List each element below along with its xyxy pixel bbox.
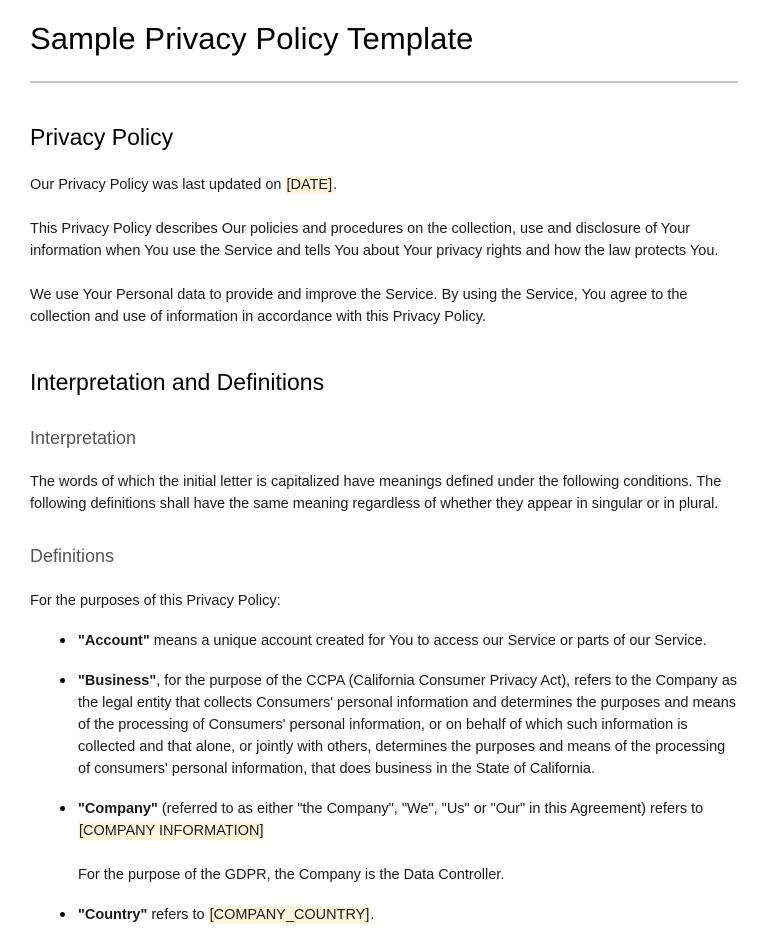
heading-definitions: Definitions xyxy=(30,546,115,567)
list-item xyxy=(30,904,738,926)
heading-privacy-policy: Privacy Policy xyxy=(30,124,174,151)
last-updated-prefix: Our Privacy Policy was last updated on xyxy=(30,176,286,193)
placeholder-company-country: [COMPANY_COUNTRY] xyxy=(209,906,370,923)
definition-term: "Country" xyxy=(78,906,148,923)
last-updated-suffix: . xyxy=(333,176,338,193)
placeholder-date: [DATE] xyxy=(286,176,333,193)
page-bottom-spacer xyxy=(30,926,738,952)
definitions-list xyxy=(30,630,738,926)
definition-text: refers to xyxy=(147,906,209,923)
title-divider xyxy=(30,81,738,83)
paragraph-interpretation: The words of which the initial letter is capitalized have meanings defined under the following conditions. The following definitions shall have the same meaning regardless of whether they appear in singular or in plural. xyxy=(30,474,722,513)
paragraph-last-updated xyxy=(30,174,738,196)
definition-text-after: . xyxy=(370,906,375,923)
definition-text: , for the purpose of the CCPA (California Consumer Privacy Act), refers to the Company as the legal entity that collects Consumers' personal information and determines the purposes and means of the processing of Consumers' personal information, or on behalf of which such information is collected and that alone, or jointly with others, determines the purposes and means of the processing of consumers' personal information, that does business in the State of California. xyxy=(78,672,738,777)
definition-text: (referred to as either "the Company", "We", "Us" or "Our" in this Agreement) refers to xyxy=(157,800,704,817)
definition-term: "Business" xyxy=(78,672,157,689)
heading-interpretation: Interpretation xyxy=(30,427,137,448)
definition-sub-paragraph: For the purpose of the GDPR, the Company is the Data Controller. xyxy=(78,866,505,883)
paragraph-definitions-intro: For the purposes of this Privacy Policy: xyxy=(30,592,281,609)
definition-text: means a unique account created for You to access our Service or parts of our Service. xyxy=(149,632,707,649)
definition-term: "Account" xyxy=(78,632,150,649)
list-item xyxy=(30,630,738,652)
heading-interpretation-and-definitions: Interpretation and Definitions xyxy=(30,368,325,395)
paragraph-policy-describes: This Privacy Policy describes Our policies and procedures on the collection, use and disclosure of Your information when You use the Service and tells You about Your privacy rights and how the law protects You. xyxy=(30,220,719,259)
list-item xyxy=(30,670,738,780)
list-item xyxy=(30,798,738,886)
placeholder-company-information: [COMPANY INFORMATION] xyxy=(79,822,264,839)
paragraph-personal-data: We use Your Personal data to provide and improve the Service. By using the Service, You agree to the collection and use of information in accordance with this Privacy Policy. xyxy=(30,286,688,325)
document-title: Sample Privacy Policy Template xyxy=(30,21,474,56)
definition-term: "Company" xyxy=(78,800,158,817)
